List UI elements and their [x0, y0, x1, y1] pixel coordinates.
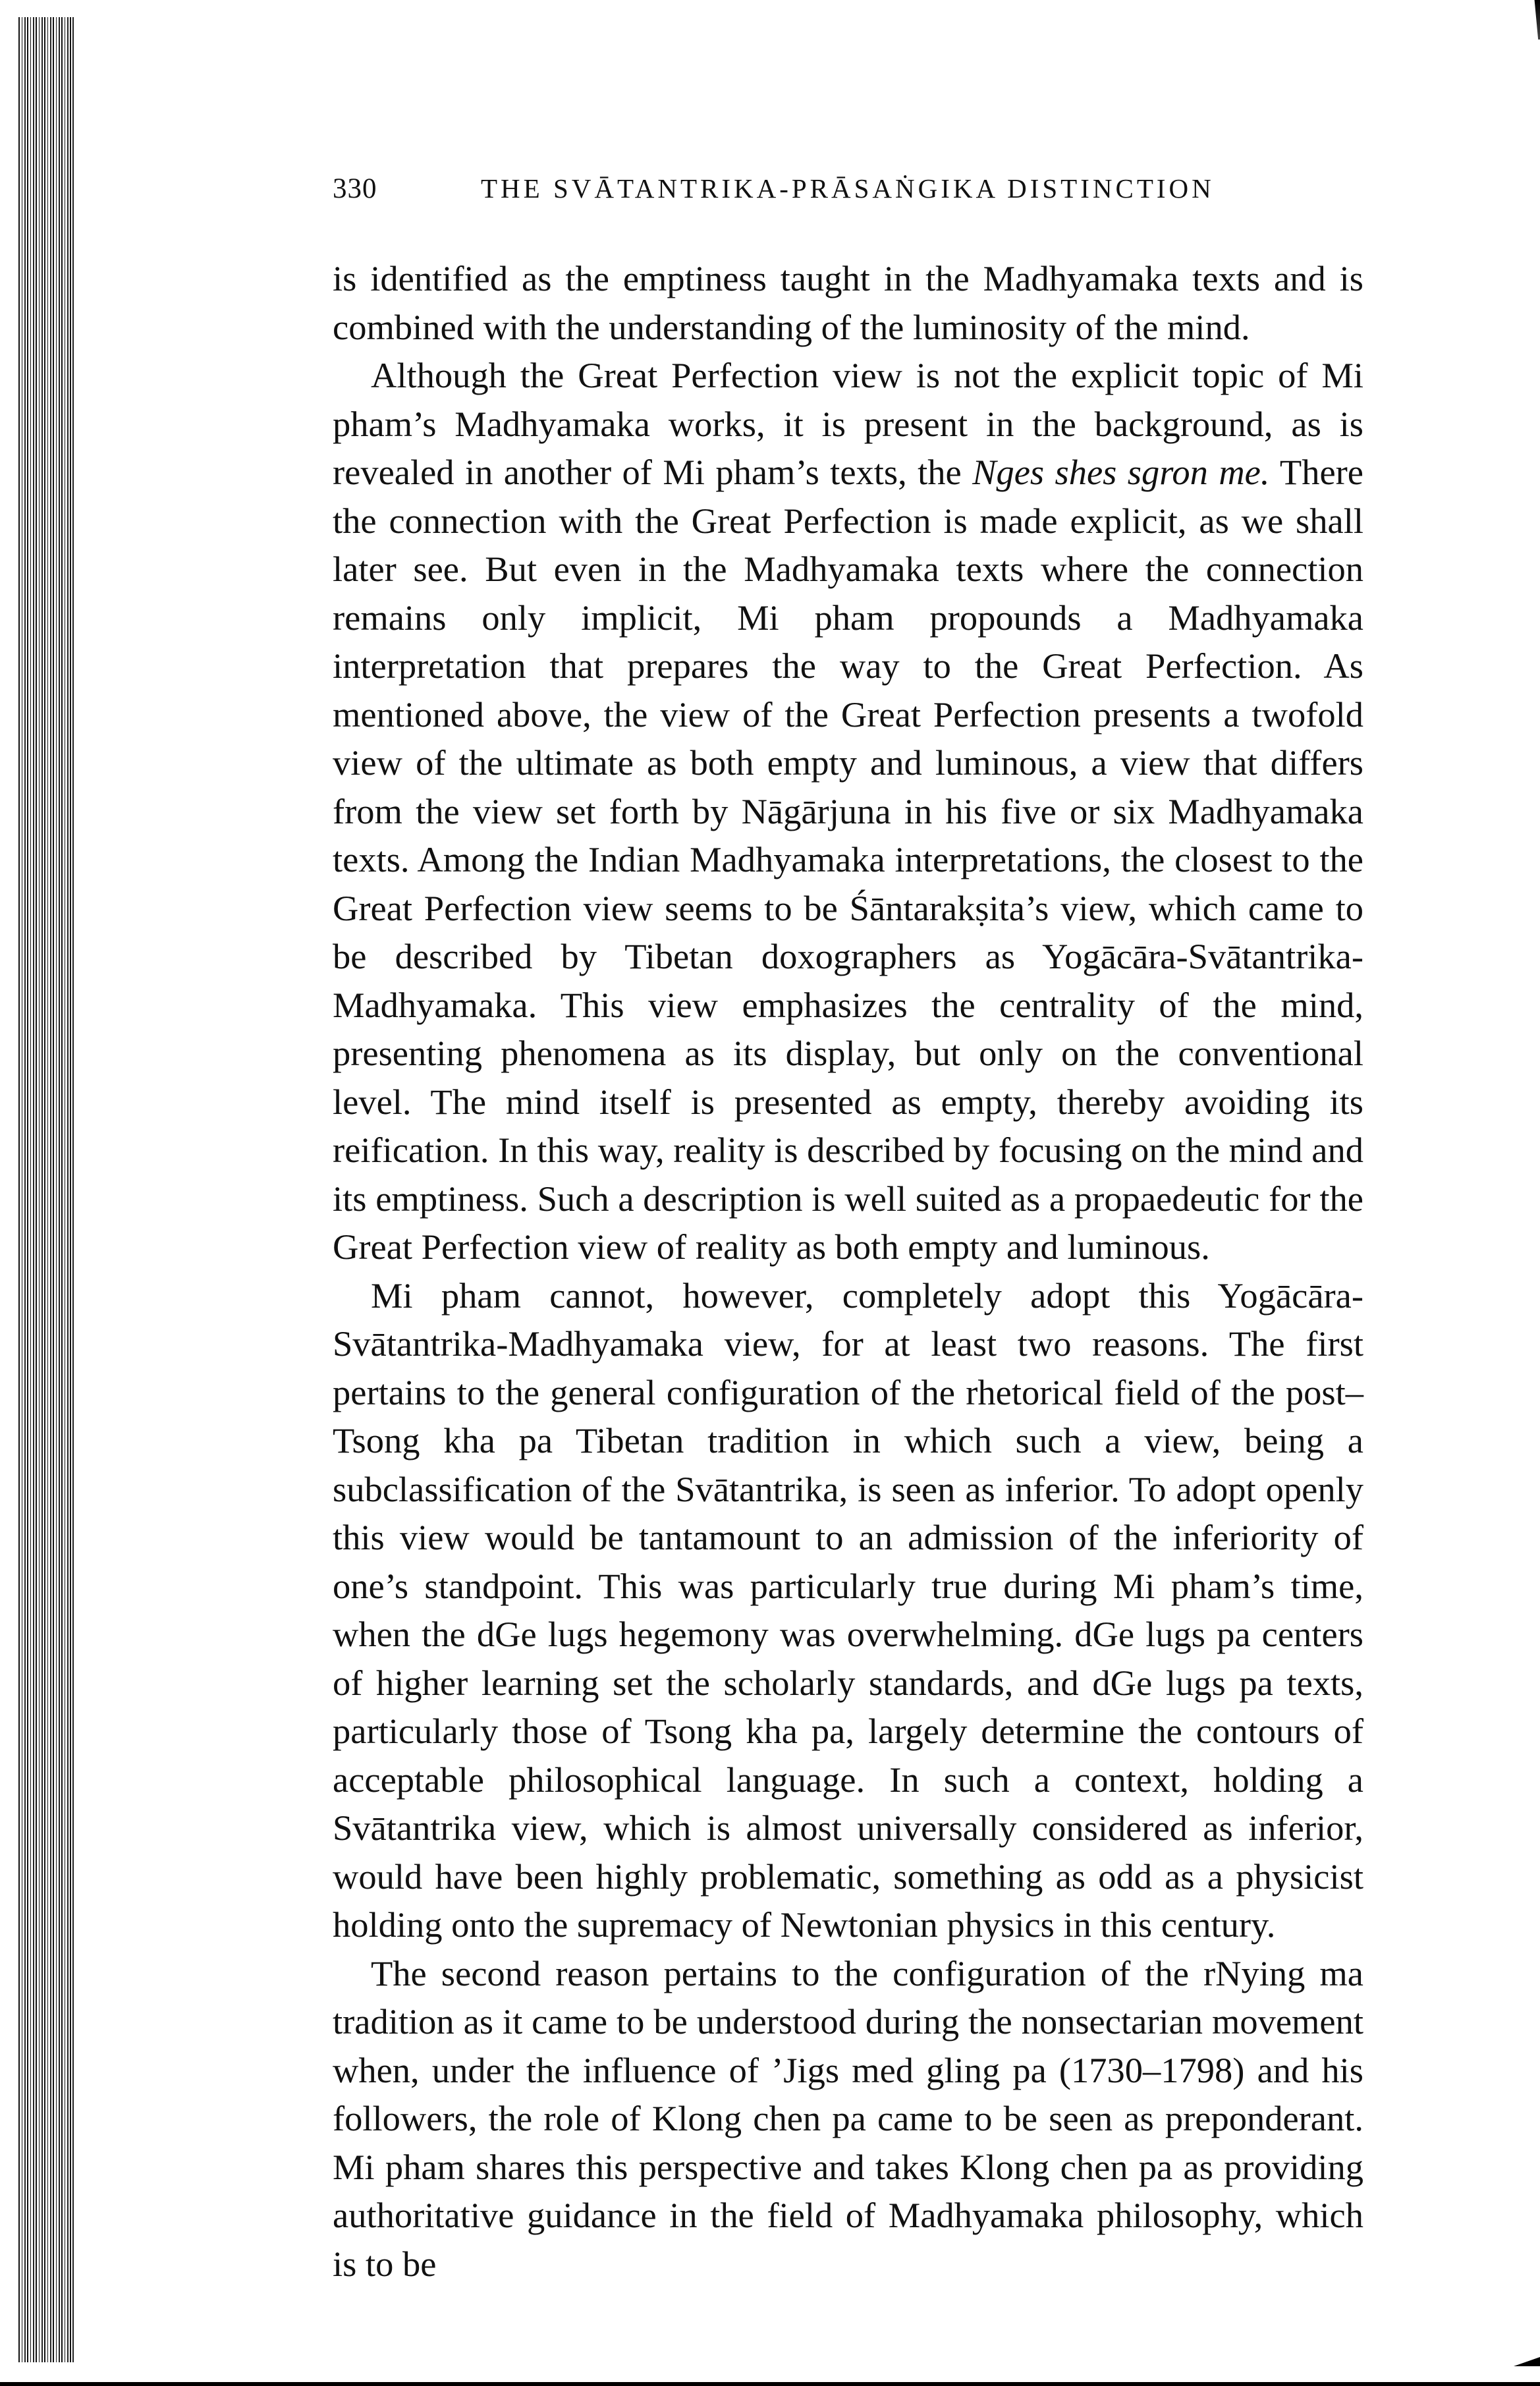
- page-number: 330: [333, 173, 377, 204]
- scan-corner-artifact-bottom: [1514, 2357, 1540, 2366]
- text-run: is identified as the emptiness taught in the Madhyamaka texts and is combined with the understanding of the luminosity of the mind.: [333, 258, 1363, 347]
- scan-binding-gutter: [18, 17, 75, 2362]
- page-header: [333, 173, 1360, 205]
- paragraph: [333, 1271, 1363, 1949]
- text-run: The second reason pertains to the configuration of the rNying ma tradition as it came to be understood during the nonsectarian movement when, under the influence of ’Jigs med gling pa (1730–1798) and his followers, the role of Klong chen pa came to be seen as preponderant. Mi pham shares this perspective and takes Klong chen pa as providing authoritative guidance in the field of Madhyamaka philosophy, which is to be: [333, 1953, 1363, 2284]
- italic-title: Nges shes sgron me.: [972, 452, 1270, 492]
- paragraph: [333, 254, 1363, 351]
- text-run: There the connection with the Great Perfection is made explicit, as we shall later see. But even in the Madhyamaka texts where the connection remains only implicit, Mi pham propounds a Madhyamaka interpretation that prepares the way to the Great Perfection. As mentioned above, the view of the Great Perfection presents a twofold view of the ultimate as both empty and luminous, a view that differs from the view set forth by Nāgārjuna in his five or six Madhyamaka texts. Among the Indian Madhyamaka interpretations, the closest to the Great Perfection view seems to be Śāntarakṣita’s view, which came to be described by Tibetan doxographers as Yogācāra-Svātantrika-Madhyamaka. This view emphasizes the centrality of the mind, presenting phenomena as its display, but only on the conventional level. The mind itself is presented as empty, thereby avoiding its reification. In this way, reality is described by focusing on the mind and its emptiness. Such a description is well suited as a propaedeutic for the Great Perfection view of reality as both empty and luminous.: [333, 452, 1363, 1267]
- scan-gutter-edge: [72, 17, 74, 2362]
- body-text: [333, 254, 1363, 2288]
- running-head: THE SVĀTANTRIKA-PRĀSAṄGIKA DISTINCTION: [481, 173, 1215, 204]
- text-run: Mi pham cannot, however, completely adopt this Yogācāra-Svātantrika-Madhyamaka view, for at least two reasons. The first pertains to the general configuration of the rhetorical field of the post–Tsong kha pa Tibetan tradition in which such a view, being a subclassification of the Svātantrika, is seen as inferior. To adopt openly this view would be tantamount to an admission of the inferiority of one’s standpoint. This was particularly true during Mi pham’s time, when the dGe lugs hegemony was overwhelming. dGe lugs pa centers of higher learning set the scholarly standards, and dGe lugs pa texts, particularly those of Tsong kha pa, largely determine the contours of acceptable philosophical language. In such a context, holding a Svātantrika view, which is almost universally considered as inferior, would have been highly problematic, something as odd as a physicist holding onto the supremacy of Newtonian physics in this century.: [333, 1275, 1363, 1945]
- scan-bottom-edge: [0, 2382, 1540, 2386]
- paragraph: [333, 1949, 1363, 2289]
- text-run: Although the Great Perfection view is not the explicit topic of Mi pham’s Madhyamaka works, it is present in the background, as is revealed in another of Mi pham’s texts, the: [333, 355, 1363, 492]
- scan-corner-artifact: [1531, 0, 1540, 40]
- paragraph: [333, 351, 1363, 1271]
